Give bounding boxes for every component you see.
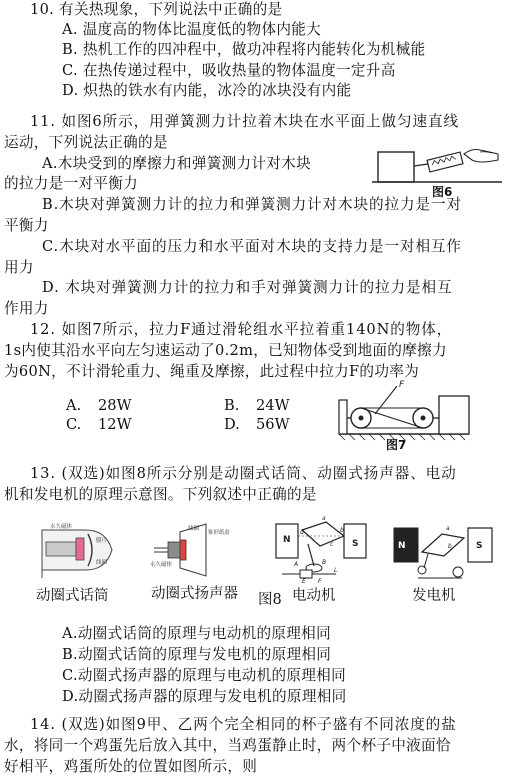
coil	[302, 522, 344, 546]
figure-8-microphone	[36, 520, 120, 580]
q11-option-b-line1: B.木块对弹簧测力计的拉力和弹簧测力计对木块的拉力是一对	[42, 196, 463, 213]
figure-8-caption: 图8	[258, 592, 282, 608]
coil	[76, 538, 84, 560]
q11-option-d-line2: 作用力	[4, 300, 49, 317]
q12-stem-line1: 12. 如图7所示，拉力F通过滑轮组水平拉着重140N的物体，	[30, 321, 453, 338]
q13-option-a: A.动圈式话筒的原理与电动机的原理相同	[62, 625, 331, 642]
svg-text:a: a	[322, 515, 326, 522]
svg-text:线圈: 线圈	[96, 560, 108, 566]
svg-text:S: S	[476, 541, 483, 551]
svg-text:a: a	[446, 525, 450, 532]
q10-option-c: C. 在热传递过程中，吸收热量的物体温度一定升高	[62, 62, 396, 79]
caption-microphone: 动圈式话筒	[36, 588, 109, 604]
q10-option-d: D. 炽热的铁水有内能，冰冷的冰块没有内能	[62, 82, 352, 99]
q14-stem-line3: 好相平，鸡蛋所处的位置如图所示，则	[4, 758, 258, 775]
svg-text:锥形纸盆: 锥形纸盆	[208, 530, 231, 536]
q12-option-d-value: 56W	[256, 416, 290, 433]
q12-option-a-key: A.	[66, 397, 82, 414]
q10-option-b: B. 热机工作的四冲程中，做功冲程将内能转化为机械能	[62, 41, 426, 58]
caption-speaker: 动圈式扬声器	[151, 586, 238, 602]
q12-option-c-value: 12W	[98, 416, 132, 433]
figure-8-speaker	[150, 520, 234, 580]
pulley-right	[413, 408, 439, 428]
svg-text:b: b	[340, 527, 344, 534]
svg-text:c: c	[330, 541, 334, 548]
q11-option-c-line2: 用力	[4, 259, 34, 276]
q11-option-a-line1: A.木块受到的摩擦力和弹簧测力计对木块	[42, 155, 311, 172]
svg-text:b: b	[448, 543, 452, 550]
svg-text:L: L	[334, 567, 338, 574]
spring-scale	[427, 152, 463, 172]
coil	[422, 534, 464, 556]
q13-option-c: C.动圈式扬声器的原理与电动机的原理相同	[62, 667, 346, 684]
q11-option-c-line1: C.木块对水平面的压力和水平面对木块的支持力是一对相互作	[42, 238, 462, 255]
svg-text:A: A	[294, 561, 299, 568]
pull-rope	[375, 386, 397, 414]
coil	[180, 540, 186, 560]
svg-text:N: N	[283, 535, 291, 545]
q13-stem-line2: 机和发电机的原理示意图。下列叙述中正确的是	[4, 486, 317, 503]
q12-stem-line3: 为60N，不计滑轮重力、绳重及摩擦，此过程中拉力F的功率为	[4, 363, 420, 380]
q13-option-d: D.动圈式扬声器的原理与发电机的原理相同	[62, 688, 347, 705]
q12-option-c-key: C.	[66, 416, 82, 433]
svg-text:S: S	[352, 539, 359, 549]
permanent-magnet	[46, 542, 76, 556]
svg-text:B: B	[322, 559, 327, 566]
svg-text:E: E	[302, 578, 306, 584]
svg-text:d: d	[300, 529, 304, 536]
q11-stem-line1: 11. 如图6所示，用弹簧测力计拉着木块在水平面上做匀速直线	[30, 113, 459, 130]
svg-text:永久磁体: 永久磁体	[150, 562, 173, 568]
caption-generator: 发电机	[412, 588, 456, 604]
q12-option-b-key: B.	[224, 397, 240, 414]
hand-icon	[464, 150, 498, 163]
q11-option-a-line2: 的拉力是一对平衡力	[4, 175, 139, 192]
pulley-left	[347, 408, 371, 428]
q11-stem-line2: 运动，下列说法正确的是	[4, 134, 168, 151]
q12-option-b-value: 24W	[256, 397, 290, 414]
q13-option-b: B.动圈式话筒的原理与发电机的原理相同	[62, 646, 332, 663]
svg-text:永久磁体: 永久磁体	[50, 524, 73, 530]
meter-icon	[453, 567, 463, 577]
q14-stem-line2: 水，将同一个鸡蛋先后放入其中，当鸡蛋静止时，两个杯子中液面恰	[4, 737, 451, 754]
q11-option-b-line2: 平衡力	[4, 217, 49, 234]
figure-8-generator	[392, 516, 496, 582]
svg-text:F: F	[318, 578, 322, 584]
figure-8-motor	[272, 514, 372, 584]
object-block	[439, 396, 469, 434]
wooden-block	[378, 152, 414, 182]
wall	[339, 400, 347, 434]
caption-motor: 电动机	[292, 588, 336, 604]
svg-text:N: N	[398, 541, 406, 551]
q12-stem-line2: 1s内使其沿水平向左匀速运动了0.2m，已知物体受到地面的摩擦力	[4, 342, 447, 359]
figure-7-caption: 图7	[386, 438, 407, 452]
figure-6-caption: 图6	[432, 185, 453, 199]
force-label-f: F	[399, 380, 405, 390]
svg-text:膜片: 膜片	[96, 538, 108, 544]
q12-option-a-value: 28W	[98, 397, 132, 414]
q10-option-a: A. 温度高的物体比温度低的物体内能大	[62, 21, 322, 38]
q11-option-d-line1: D. 木块对弹簧测力计的拉力和手对弹簧测力计的拉力是相互	[42, 279, 453, 296]
q13-stem-line1: 13. (双选)如图8所示分别是动圈式话筒、动圈式扬声器、电动	[30, 465, 457, 482]
q14-stem-line1: 14. (双选)如图9甲、乙两个完全相同的杯子盛有不同浓度的盐	[30, 716, 457, 733]
q12-option-d-key: D.	[224, 416, 240, 433]
q10-stem: 10. 有关热现象，下列说法中正确的是	[30, 1, 283, 18]
svg-text:线圈: 线圈	[188, 526, 200, 532]
